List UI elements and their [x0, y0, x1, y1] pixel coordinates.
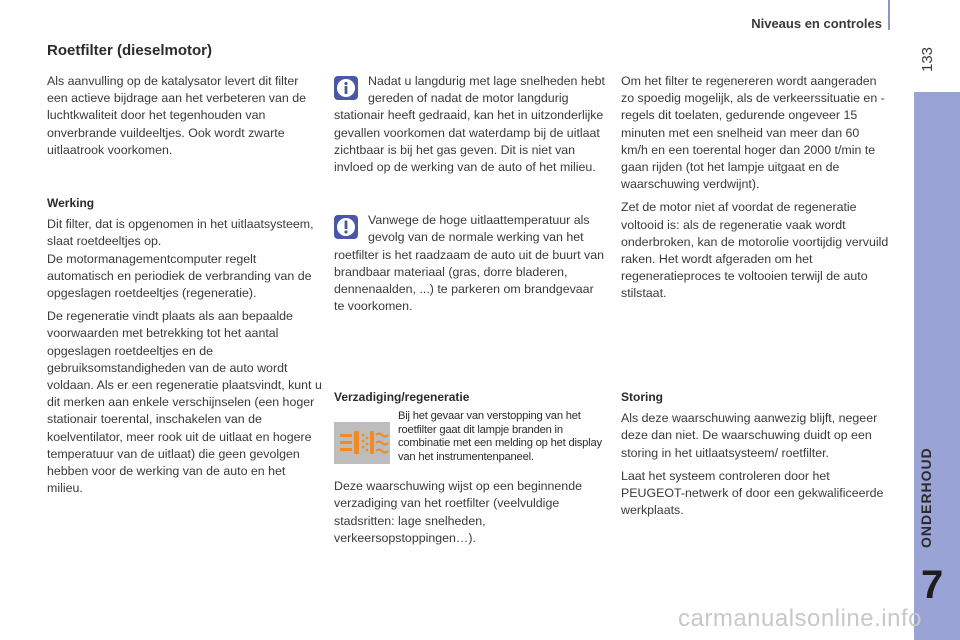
info-note-text: Nadat u langdurig met lage snelheden hebt gereden of nadat de motor langdurig stationair heeft gedraaid, kan het in uitzonderlijke gevallen voorkomen dat waterdamp bij de uitlaat zichtbaar is bij het gas geven. Dit is niet van invloed op de werking van de auto of het milieu. [334, 74, 605, 175]
header-divider [888, 0, 890, 30]
verzadiging-section [334, 389, 606, 553]
page-number: 133 [919, 46, 936, 72]
regeneration-paragraph-2: Zet de motor niet af voordat de regeneratie voltooid is: als de regeneratie vaak wordt onderbroken, kan de motorolie voortijdig vervuild raken. Het wordt afgeraden om het regeneratieproces te voltooien terwijl de auto stilstaat. [621, 200, 889, 301]
storing-section [621, 389, 889, 525]
column-left [47, 73, 322, 503]
storing-paragraph-1: Als deze waarschuwing aanwezig blijft, negeer deze dan niet. De waarschuwing duidt op een storing in het uitlaatsysteem/ roetfilter. [621, 411, 878, 460]
werking-paragraph-2: De motormanagementcomputer regelt automatisch en periodiek de verbranding van de opgeslagen roetdeeltjes (regeneratie). [47, 251, 312, 301]
werking-paragraph-3: De regeneratie vindt plaats als aan bepaalde voorwaarden met betrekking tot het aantal opgeslagen roetdeeltjes en de gebruiksomstandigheden van de auto wordt voldaan. Als er een regeneratie plaatsvindt, kunt u dit merken aan enkele verschijnselen (een hoger stationair toerental, inschakelen van de koelventilator, meer rook uit de uitlaat en hogere temperatuur van de uitlaat) die geen gevolgen hebben voor de werking van de auto en het milieu. [47, 309, 322, 496]
storing-heading: Storing [621, 390, 663, 404]
storing-paragraph-2: Laat het systeem controleren door het PEUGEOT-netwerk of door een gekwalificeerde werkplaats. [621, 468, 884, 518]
warning-note-text: Vanwege de hoge uitlaattemperatuur als gevolg van de normale werking van het roetfilter is het raadzaam de auto uit de buurt van brandbaar materiaal (gras, dorre bladeren, dennenaalden, ...) te parkeren om brandgevaar te voorkomen. [334, 213, 604, 314]
warning-note [334, 212, 606, 315]
intro-paragraph: Als aanvulling op de katalysator levert dit filter een actieve bijdrage aan het verbeteren van de luchtkwaliteit door het tegenhouden van onverbrande vuildeeltjes. Ook wordt zwarte uitlaatrook voorkomen. [47, 74, 307, 157]
column-middle [334, 73, 606, 315]
info-icon [334, 76, 358, 100]
chapter-label: ONDERHOUD [918, 447, 934, 548]
chapter-number: 7 [921, 563, 944, 607]
werking-heading: Werking [47, 196, 95, 211]
verzadiging-heading: Verzadiging/regeneratie [334, 390, 470, 404]
werking-paragraph-1: Dit filter, dat is opgenomen in het uitlaatsysteem, slaat roetdeeltjes op. [47, 217, 314, 249]
verzadiging-paragraph: Deze waarschuwing wijst op een beginnende verzadiging van het roetfilter (veelvuldige stadsritten: lage snelheden, verkeersopstoppingen…). [334, 479, 582, 545]
regeneration-paragraph-1: Om het filter te regenereren wordt aangeraden zo spoedig mogelijk, als de verkeerssituatie en -regels dit toelaten, gedurende ongeveer 15 minuten met een snelheid van meer dan 60 km/h en een toerental hoger dan 2000 t/min te gaan rijden (tot het lampje uitgaat en de waarschuwing verdwijnt). [621, 74, 885, 192]
info-note [334, 73, 606, 176]
chapter-side-tab [914, 92, 960, 640]
column-right [621, 73, 889, 309]
header-title: Niveaus en controles [751, 16, 882, 31]
warning-light-description: Bij het gevaar van verstopping van het roetfilter gaat dit lampje branden in combinatie met een melding op het display van het instrumentenpaneel. [398, 410, 602, 463]
particle-filter-warning-light-icon [334, 422, 390, 464]
watermark: carmanualsonline.info [678, 605, 922, 632]
warning-light-block [334, 410, 606, 464]
warning-icon [334, 215, 358, 239]
section-title: Roetfilter (dieselmotor) [47, 42, 213, 59]
